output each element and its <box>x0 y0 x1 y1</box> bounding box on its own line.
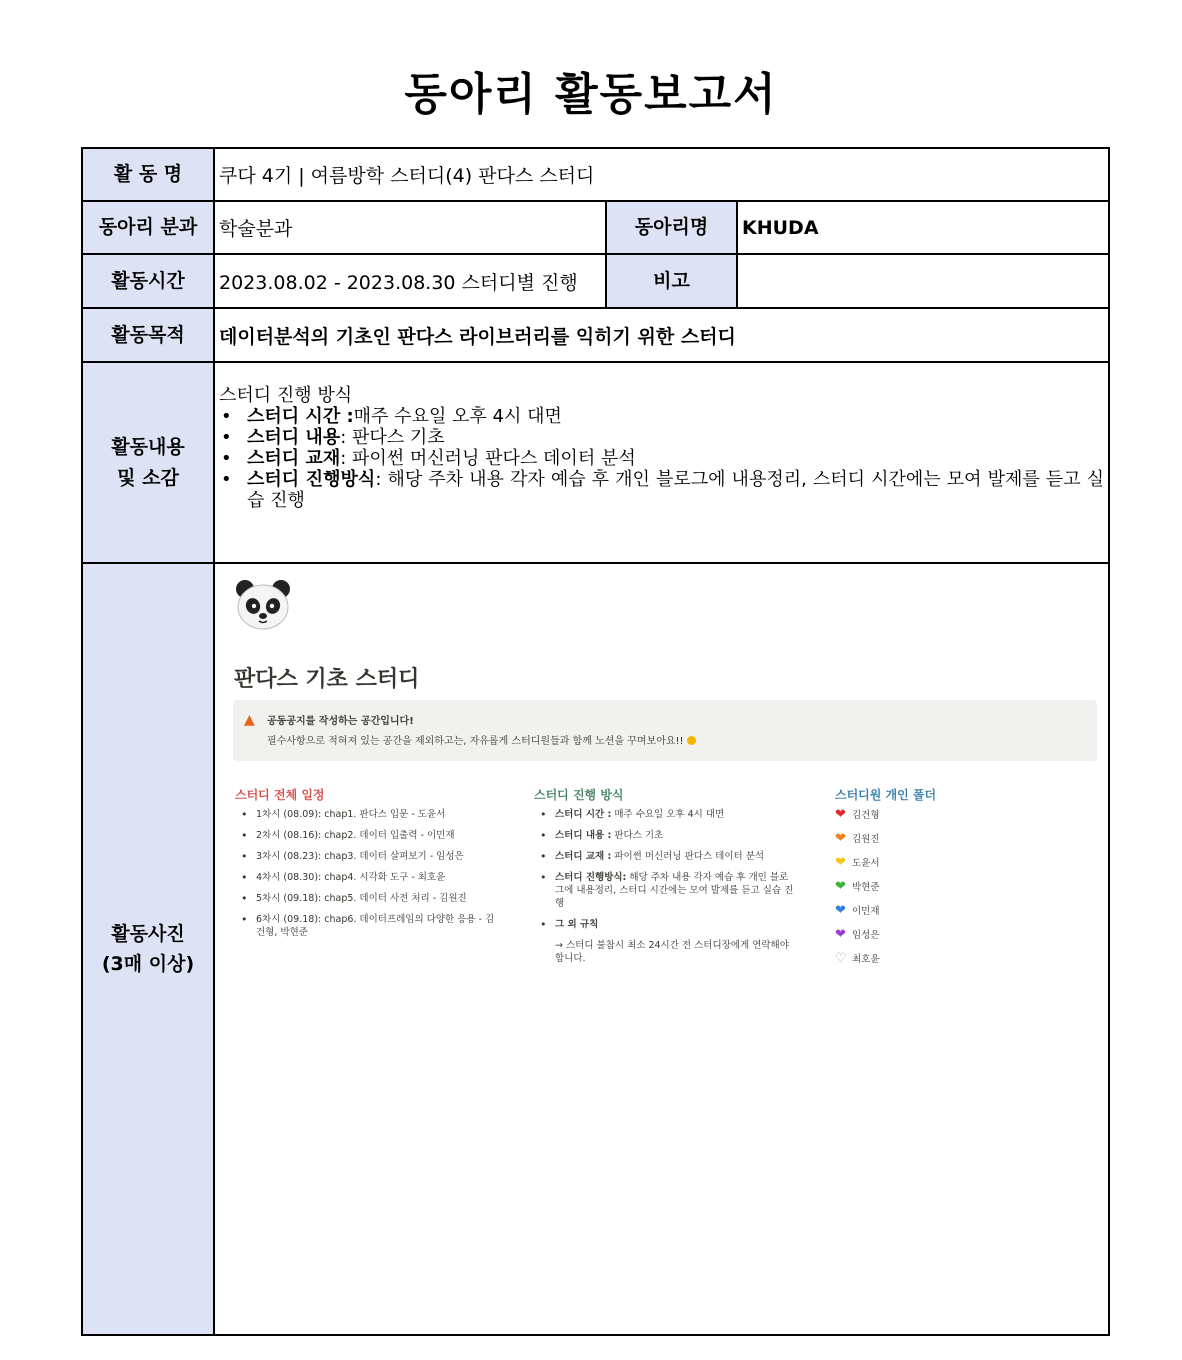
member-item[interactable] <box>835 856 880 880</box>
member-item[interactable] <box>835 808 880 832</box>
content-item <box>219 448 1104 469</box>
heart-icon: ❤ <box>835 879 846 894</box>
member-item[interactable] <box>835 832 880 856</box>
schedule-item: • 4차시 (08.30): chap4. 시각화 도구 - 최호윤 <box>235 871 500 884</box>
method-item-key: 스터디 시간 : <box>555 809 612 820</box>
method-item-key: 스터디 교재 : <box>555 851 612 862</box>
content-item-key: 스터디 진행방식 <box>247 469 376 490</box>
photos-label-line2: (3매 이상) <box>101 953 195 975</box>
club-category-value: 학술분과 <box>214 201 606 254</box>
callout-title: 공동공지를 작성하는 공간입니다! <box>267 716 414 727</box>
method-item <box>534 829 796 842</box>
content-label-line1: 활동내용 <box>111 436 185 459</box>
schedule-item: • 6차시 (09.18): chap6. 데이터프레임의 다양한 응용 - 김건형, 박현준 <box>235 913 500 939</box>
purpose-value: 데이터분석의 기초인 판다스 라이브러리를 익히기 위한 스터디 <box>214 308 1109 362</box>
photos-label <box>82 563 214 1335</box>
content-item-key: 스터디 교재 <box>247 448 341 469</box>
notion-page-title: 판다스 기초 스터디 <box>234 667 420 692</box>
member-name: 도윤서 <box>852 858 880 869</box>
heart-icon: ❤ <box>835 855 846 870</box>
content-item <box>219 469 1104 511</box>
member-name: 김원진 <box>852 834 880 845</box>
member-name: 임성은 <box>852 930 880 941</box>
club-name-value: KHUDA <box>737 201 1109 254</box>
purpose-label: 활동목적 <box>82 308 214 362</box>
content-item-text: 매주 수요일 오후 4시 대면 <box>353 406 562 427</box>
method-item-key: 스터디 내용 : <box>555 830 612 841</box>
content-item-key: 스터디 내용 <box>247 427 341 448</box>
method-item-key: 스터디 진행방식: <box>555 872 627 883</box>
members-heading: 스터디원 개인 폴더 <box>835 788 937 802</box>
club-name-label: 동아리명 <box>606 201 737 254</box>
heart-icon: ❤ <box>835 927 846 942</box>
club-category-label: 동아리 분과 <box>82 201 214 254</box>
content-value <box>214 362 1109 563</box>
content-item-text: : 판다스 기초 <box>340 427 445 448</box>
heart-icon: ❤ <box>835 831 846 846</box>
method-list <box>534 808 796 973</box>
member-name: 박현준 <box>852 882 880 893</box>
report-table <box>81 147 1110 1336</box>
content-block <box>219 363 1108 511</box>
remarks-value <box>737 254 1109 308</box>
callout-text: 필수사항으로 적혀져 있는 공간을 제외하고는, 자유롭게 스터디원들과 함께 노션을 꾸며보아요!! <box>267 736 684 747</box>
content-label-line2: 및 소감 <box>117 466 179 489</box>
heart-icon: ❤ <box>835 903 846 918</box>
content-item-text: : 파이썬 머신러닝 판다스 데이터 분석 <box>340 448 636 469</box>
method-item-text: 판다스 기초 <box>611 830 664 841</box>
smile-icon <box>687 736 696 745</box>
schedule-item: • 2차시 (08.16): chap2. 데이터 입출력 - 이민재 <box>235 829 500 842</box>
method-item <box>534 918 796 931</box>
method-item-text: 파이썬 머신러닝 판다스 데이터 분석 <box>611 851 765 862</box>
content-intro: 스터디 진행 방식 <box>219 385 353 406</box>
method-item-text: 해당 주차 내용 각자 예습 후 개인 블로그에 내용정리, 스터디 시간에는 모여 발제를 듣고 실습 진행 <box>555 872 794 909</box>
method-item <box>534 850 796 863</box>
photos-value <box>214 563 1109 1335</box>
photos-label-line1: 활동사진 <box>111 922 185 945</box>
content-item <box>219 406 1104 427</box>
member-item[interactable] <box>835 880 880 904</box>
document-title: 동아리 활동보고서 <box>404 69 778 120</box>
panda-icon <box>235 579 291 631</box>
method-item-text: 매주 수요일 오후 4시 대면 <box>611 809 725 820</box>
heart-icon: ❤ <box>835 807 846 822</box>
method-item-key: 그 외 규칙 <box>555 919 599 930</box>
remarks-label: 비고 <box>606 254 737 308</box>
schedule-item: • 3차시 (08.23): chap3. 데이터 살펴보기 - 임성은 <box>235 850 500 863</box>
activity-time-value: 2023.08.02 - 2023.08.30 스터디별 진행 <box>214 254 606 308</box>
content-item-key: 스터디 시간 : <box>247 406 354 427</box>
schedule-list <box>235 808 500 947</box>
activity-name-value: 쿠다 4기 | 여름방학 스터디(4) 판다스 스터디 <box>214 148 1109 201</box>
schedule-item: • 5차시 (09.18): chap5. 데이터 사전 처리 - 김원진 <box>235 892 500 905</box>
members-list <box>835 808 880 976</box>
activity-name-label: 활 동 명 <box>82 148 214 201</box>
activity-time-label: 활동시간 <box>82 254 214 308</box>
content-list <box>219 406 1104 511</box>
callout-text-wrap <box>267 732 696 747</box>
member-item[interactable] <box>835 952 880 976</box>
fire-icon: ▲ <box>244 712 255 728</box>
member-item[interactable] <box>835 904 880 928</box>
content-item <box>219 427 1104 448</box>
method-item <box>534 871 796 910</box>
schedule-item: • 1차시 (08.09): chap1. 판다스 입문 - 도윤서 <box>235 808 500 821</box>
notion-screenshot <box>215 564 1108 1334</box>
member-item[interactable] <box>835 928 880 952</box>
heart-icon: ♡ <box>835 951 847 966</box>
member-name: 김건형 <box>852 810 880 821</box>
method-heading: 스터디 진행 방식 <box>534 788 624 802</box>
member-name: 최호윤 <box>852 954 880 965</box>
member-name: 이민재 <box>852 906 880 917</box>
schedule-heading: 스터디 전체 일정 <box>235 788 325 802</box>
notice-callout <box>233 700 1097 761</box>
content-item-text: : 해당 주차 내용 각자 예습 후 개인 블로그에 내용정리, 스터디 시간에는 모여 발제를 듣고 실습 진행 <box>247 469 1105 511</box>
method-item <box>534 808 796 821</box>
method-rule: → 스터디 불참시 최소 24시간 전 스터디장에게 연락해야합니다. <box>555 940 789 964</box>
content-label <box>82 362 214 563</box>
